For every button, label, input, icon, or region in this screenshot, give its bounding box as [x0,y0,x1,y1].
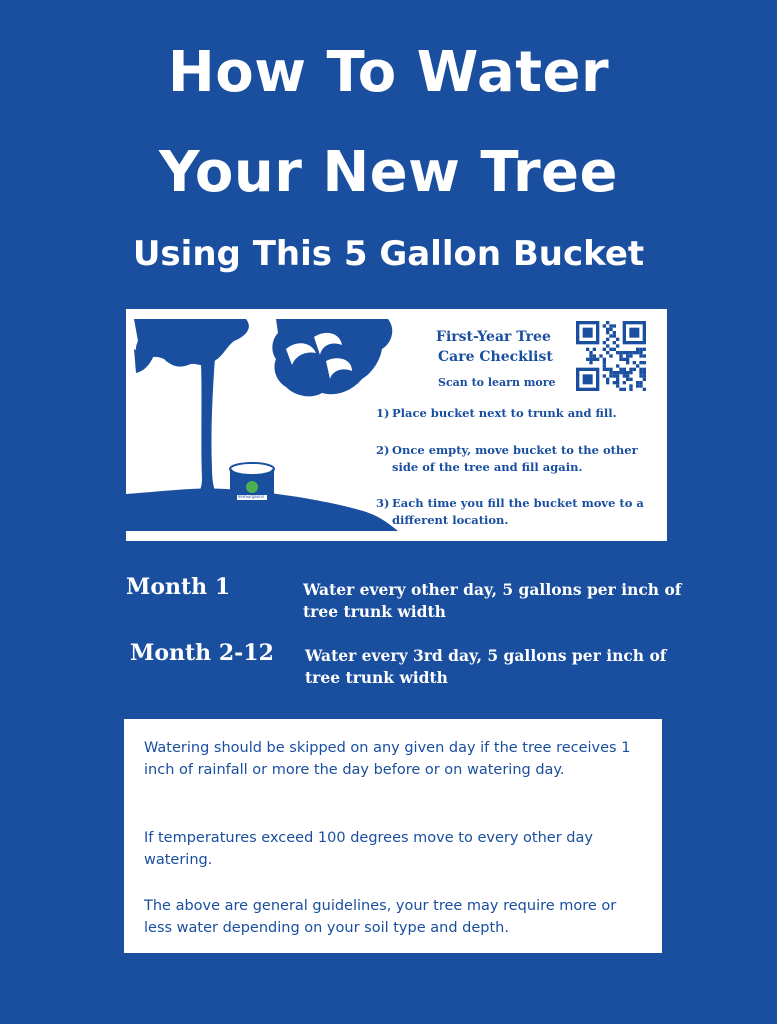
checklist-heading-line-2: Care Checklist [438,349,553,365]
qr-code-icon[interactable] [576,321,646,391]
guideline-paragraph: The above are general guidelines, your tree may require more or less water depending on your soil type and depth. [144,898,617,936]
subtitle: Using This 5 Gallon Bucket [132,234,645,274]
checklist-step: 1) Place bucket next to trunk and fill. [376,406,617,420]
scan-text: Scan to learn more [438,376,556,389]
checklist-card [126,309,667,541]
schedule-description: Water every 3rd day, 5 gallons per inch of tree trunk width [305,646,667,687]
guidelines-box [124,719,662,953]
checklist-step: 2) Once empty, move bucket to the other side of the tree and fill again. [376,443,638,474]
guideline-paragraph: If temperatures exceed 100 degrees move to every other day watering. [144,830,593,868]
checklist-heading [436,327,576,367]
schedule-description: Water every other day, 5 gallons per inch of tree trunk width [303,580,682,621]
guideline-paragraph: Watering should be skipped on any given day if the tree receives 1 inch of rainfall or more the day before or on watering day. [144,740,631,778]
title-line-1: How To Water [167,40,610,105]
schedule-month-label: Month 1 [126,574,231,600]
bucket-icon [230,463,274,507]
schedule-month-label: Month 2-12 [130,640,274,666]
checklist-step: 3) Each time you fill the bucket move to a different location. [376,496,644,527]
title-line-2: Your New Tree [158,140,619,205]
bucket-brand-label: TreeSurgeons [237,494,265,499]
checklist-heading-line-1: First-Year Tree [436,329,551,345]
